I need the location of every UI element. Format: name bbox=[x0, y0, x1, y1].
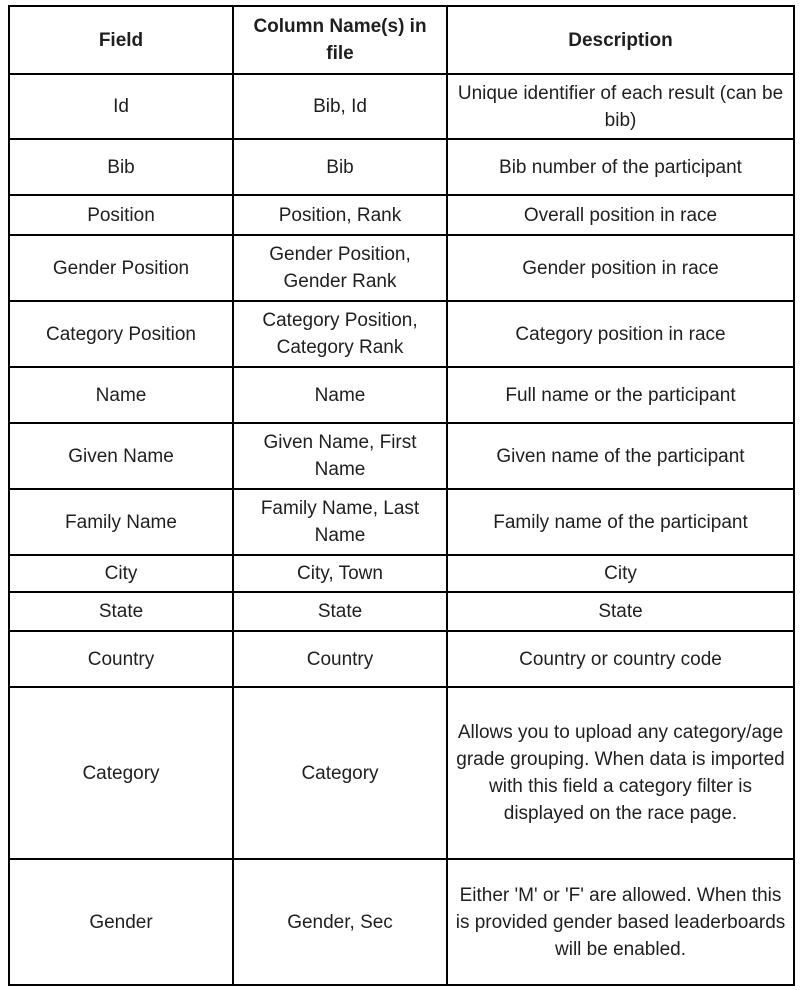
description-cell: State bbox=[447, 592, 794, 631]
field-cell: Gender bbox=[9, 859, 233, 985]
column-names-cell: Country bbox=[233, 631, 447, 687]
description-cell: Unique identifier of each result (can be bib) bbox=[447, 74, 794, 139]
table-row bbox=[9, 592, 794, 631]
column-names-cell: Bib bbox=[233, 139, 447, 195]
column-names-cell: Gender Position, Gender Rank bbox=[233, 235, 447, 301]
field-cell: City bbox=[9, 555, 233, 592]
header-description: Description bbox=[447, 6, 794, 74]
column-names-cell: Given Name, First Name bbox=[233, 423, 447, 489]
description-cell: City bbox=[447, 555, 794, 592]
column-names-cell: Position, Rank bbox=[233, 195, 447, 235]
field-cell: Country bbox=[9, 631, 233, 687]
table-row bbox=[9, 687, 794, 859]
field-cell: Position bbox=[9, 195, 233, 235]
fields-table bbox=[8, 5, 795, 986]
table-row bbox=[9, 301, 794, 367]
description-cell: Gender position in race bbox=[447, 235, 794, 301]
field-cell: Name bbox=[9, 367, 233, 423]
header-field: Field bbox=[9, 6, 233, 74]
column-names-cell: Name bbox=[233, 367, 447, 423]
table-row bbox=[9, 423, 794, 489]
column-names-cell: Bib, Id bbox=[233, 74, 447, 139]
description-cell: Family name of the participant bbox=[447, 489, 794, 555]
table-row bbox=[9, 367, 794, 423]
description-cell: Allows you to upload any category/age grade grouping. When data is imported with this field a category filter is displayed on the race page. bbox=[447, 687, 794, 859]
field-cell: Given Name bbox=[9, 423, 233, 489]
table-row bbox=[9, 74, 794, 139]
table-row bbox=[9, 489, 794, 555]
table-row bbox=[9, 139, 794, 195]
column-names-cell: State bbox=[233, 592, 447, 631]
column-names-cell: City, Town bbox=[233, 555, 447, 592]
description-cell: Given name of the participant bbox=[447, 423, 794, 489]
column-names-cell: Category Position, Category Rank bbox=[233, 301, 447, 367]
field-cell: Category Position bbox=[9, 301, 233, 367]
header-column-names: Column Name(s) in file bbox=[233, 6, 447, 74]
field-cell: Category bbox=[9, 687, 233, 859]
description-cell: Country or country code bbox=[447, 631, 794, 687]
description-cell: Category position in race bbox=[447, 301, 794, 367]
field-cell: Gender Position bbox=[9, 235, 233, 301]
description-cell: Overall position in race bbox=[447, 195, 794, 235]
table-row bbox=[9, 631, 794, 687]
description-cell: Bib number of the participant bbox=[447, 139, 794, 195]
column-names-cell: Category bbox=[233, 687, 447, 859]
field-cell: State bbox=[9, 592, 233, 631]
table-row bbox=[9, 555, 794, 592]
header-row bbox=[9, 6, 794, 74]
field-cell: Id bbox=[9, 74, 233, 139]
field-cell: Family Name bbox=[9, 489, 233, 555]
description-cell: Either 'M' or 'F' are allowed. When this is provided gender based leaderboards will be enabled. bbox=[447, 859, 794, 985]
field-cell: Bib bbox=[9, 139, 233, 195]
column-names-cell: Family Name, Last Name bbox=[233, 489, 447, 555]
column-names-cell: Gender, Sec bbox=[233, 859, 447, 985]
table-row bbox=[9, 195, 794, 235]
table-row bbox=[9, 235, 794, 301]
table-row bbox=[9, 859, 794, 985]
description-cell: Full name or the participant bbox=[447, 367, 794, 423]
